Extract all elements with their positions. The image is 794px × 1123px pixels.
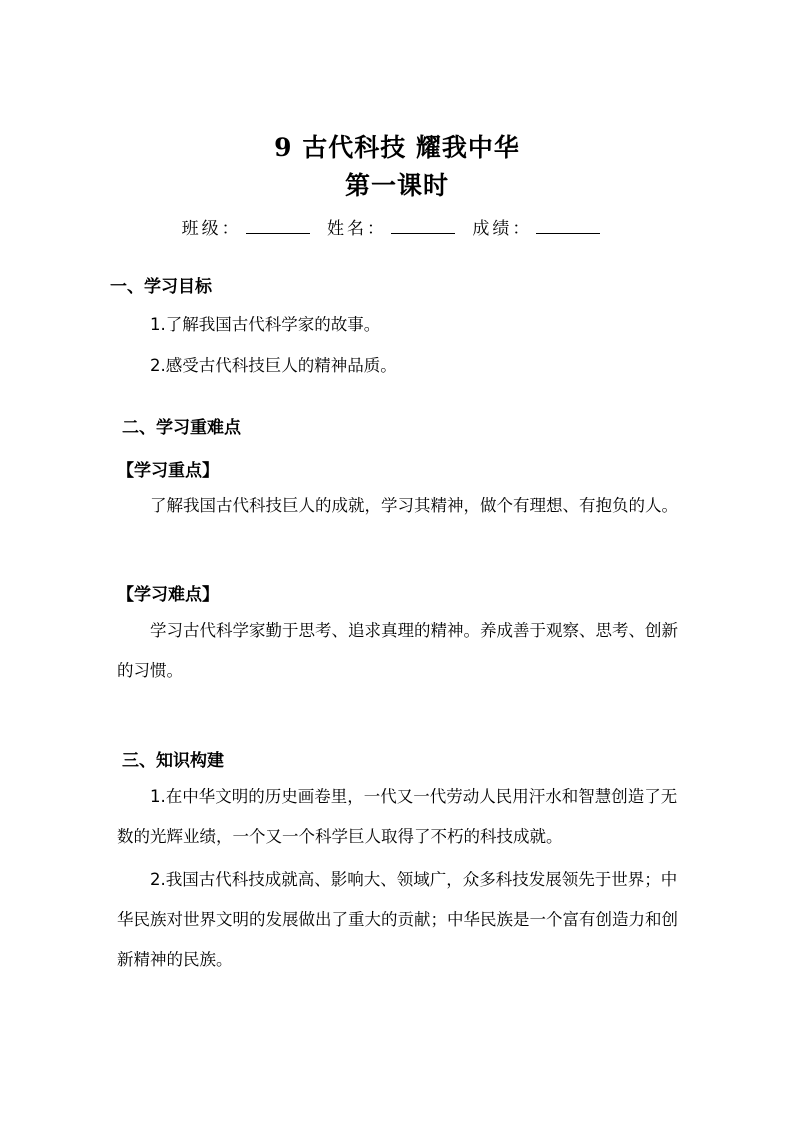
knowledge-paragraph-1: 1.在中华文明的历史画卷里，一代又一代劳动人民用汗水和智慧创造了无数的光辉业绩，一个又一个科学巨人取得了不朽的科技成就。 — [117, 787, 678, 846]
class-label: 班级： — [181, 219, 242, 239]
key-point-label: 【学习重点】 — [117, 461, 219, 481]
score-label: 成绩： — [472, 219, 533, 239]
name-blank[interactable] — [391, 215, 455, 234]
section-heading-knowledge: 三、知识构建 — [122, 751, 224, 771]
section-heading-goals: 一、学习目标 — [110, 277, 212, 297]
page-title: 9 古代科技 耀我中华 — [274, 133, 520, 162]
score-blank[interactable] — [536, 215, 600, 234]
goal-item-2: 2.感受古代科技巨人的精神品质。 — [150, 356, 397, 375]
class-blank[interactable] — [246, 215, 310, 234]
section-heading-keypoints: 二、学习重难点 — [122, 418, 241, 438]
difficulty-text: 学习古代科学家勤于思考、追求真理的精神。养成善于观察、思考、创新的习惯。 — [117, 621, 678, 680]
page-subtitle: 第一课时 — [344, 171, 449, 200]
knowledge-paragraph-2: 2.我国古代科技成就高、影响大、领域广，众多科技发展领先于世界；中华民族对世界文明的发展做出了重大的贡献；中华民族是一个富有创造力和创新精神的民族。 — [117, 870, 678, 969]
key-point-text: 了解我国古代科技巨人的成就，学习其精神，做个有理想、有抱负的人。 — [150, 496, 678, 515]
goal-item-1: 1.了解我国古代科学家的故事。 — [150, 315, 381, 334]
student-info-line — [0, 214, 794, 239]
name-label: 姓名： — [327, 219, 387, 239]
difficulty-label: 【学习难点】 — [117, 585, 219, 605]
